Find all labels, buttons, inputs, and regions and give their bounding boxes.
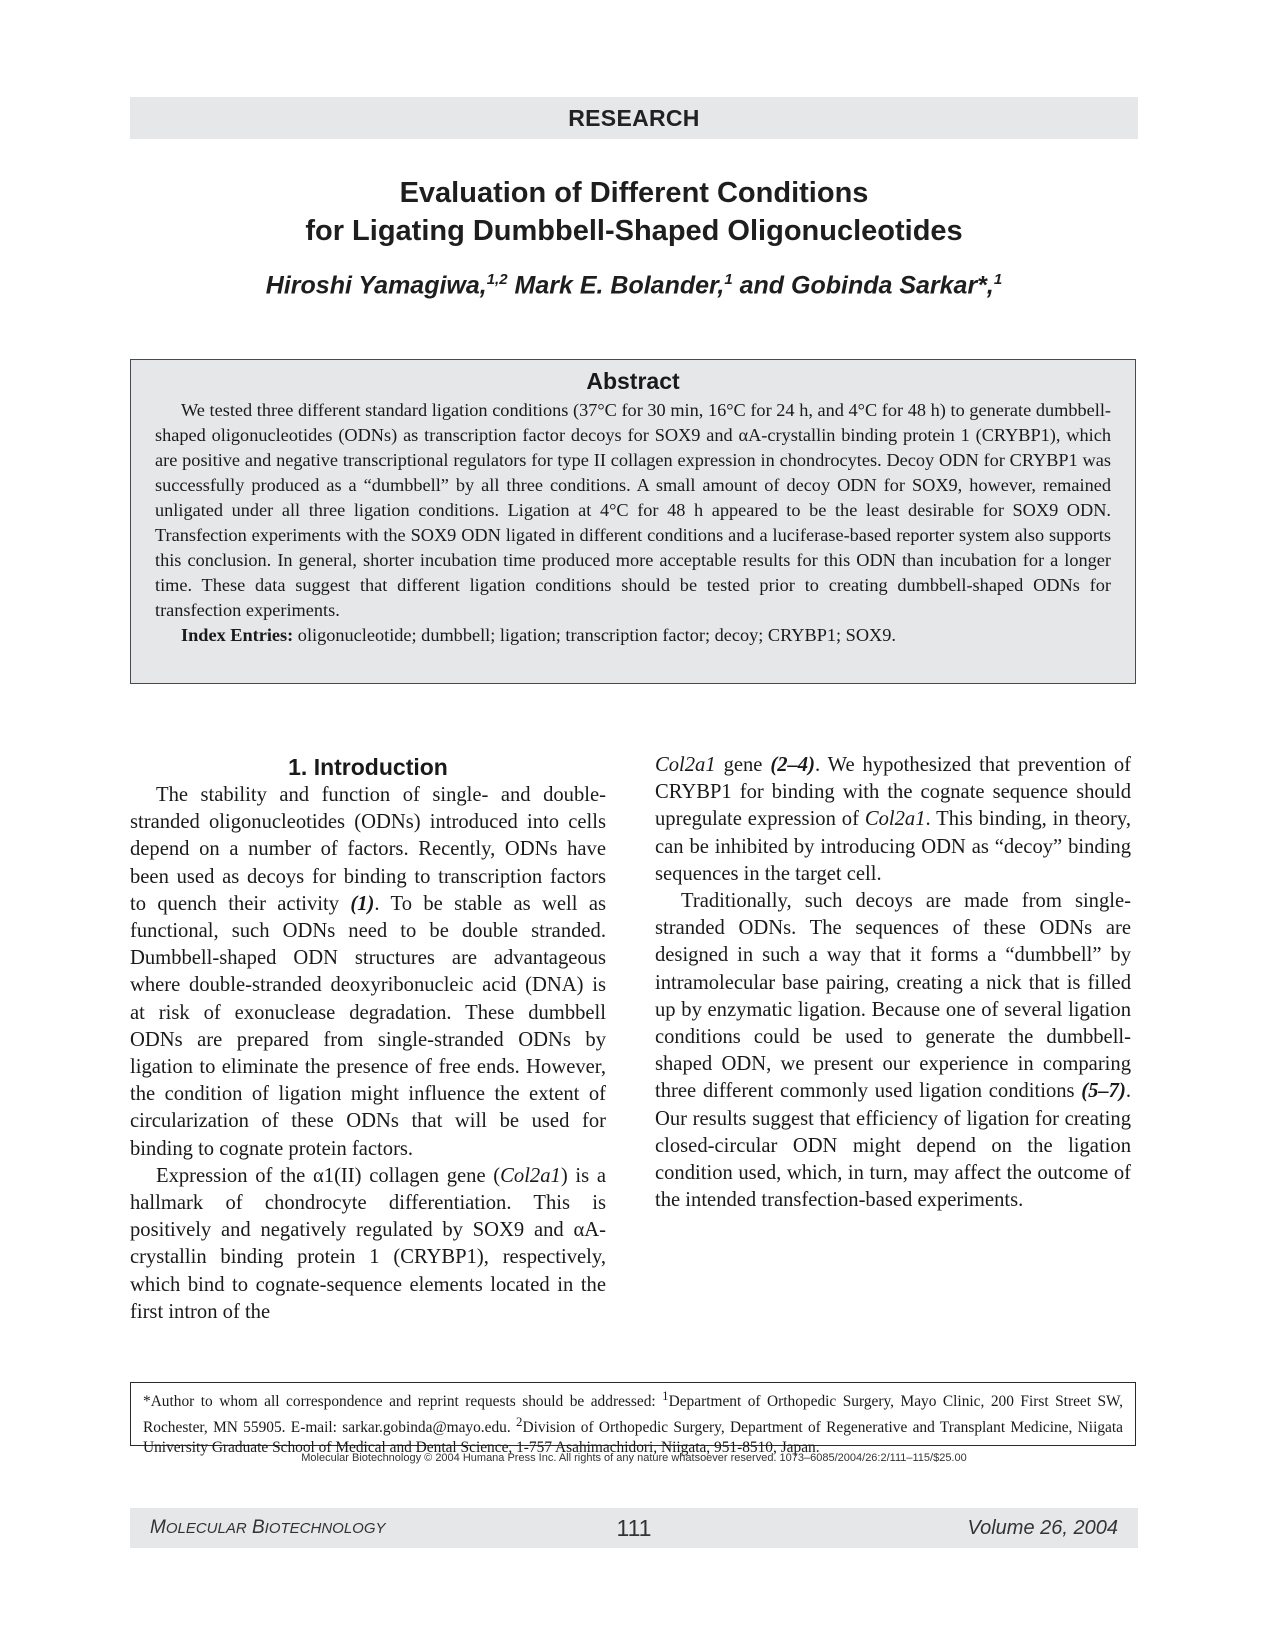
section-header-bar (130, 97, 1138, 139)
intro-p2-text-c: gene (715, 754, 771, 776)
footnote-text (143, 1386, 1123, 1458)
citation-2-4: (2–4) (770, 754, 815, 776)
intro-p1-text-b: . To be stable as well as functional, such ODNs need to be double stranded. Dumbbell-shaped ODN structures are advantageous where double-stranded deoxyribonucleic acid (DNA) is at risk of exonuclease degradation. These dumbbell ODNs are prepared from single-stranded ODNs by ligation to eliminate the presence of free ends. However, the condition of ligation might influence the extent of circularization of these ODNs that will be used for binding to cognate protein factors. (130, 892, 606, 1160)
abstract-box (130, 359, 1136, 684)
index-entries-label: Index Entries: (181, 625, 294, 645)
correspondence-footnote (130, 1382, 1136, 1457)
intro-p2-text-a: Expression of the α1(II) collagen gene ( (156, 1164, 501, 1187)
body-column-right (655, 752, 1131, 1214)
journal-initial-m: M (150, 1517, 166, 1538)
author-1-affiliation: 1,2 (486, 271, 508, 288)
intro-p2-text-b: ) is a hallmark of chondrocyte differentiation. This is positively and negatively regulated by SOX9 and αA-crystallin binding protein 1 (CRYBP1), respectively, which bind to cognate-sequence elements located in the first intron of the (130, 1164, 607, 1323)
title-line-1: Evaluation of Different Conditions (399, 177, 869, 209)
abstract-heading: Abstract (586, 368, 680, 394)
abstract-paragraph: We tested three different standard ligation conditions (37°C for 30 min, 16°C for 24 h, and 4°C for 48 h) to generate dumbbell-shaped oligonucleotides (ODNs) as transcription factor decoys for SOX9 and αA-crystallin binding protein 1 (CRYBP1), which are positive and negative transcriptional regulators for type II collagen expression in chondrocytes. Decoy ODN for CRYBP1 was successfully produced as a “dumbbell” by all three conditions. A small amount of decoy ODN for SOX9, however, remained unligated under all three ligation conditions. Ligation at 4°C for 48 h appeared to be the least desirable for SOX9 ODN. Transfection experiments with the SOX9 ODN ligated in different conditions and a luciferase-based reporter system also supports this conclusion. In general, shorter incubation time produced more acceptable results for this ODN than incubation for a longer time. These data suggest that different ligation conditions should be tested prior to creating dumbbell-shaped ODNs for transfection experiments. (155, 400, 1111, 620)
footnote-sup-2: 2 (516, 1415, 523, 1430)
page-footer (130, 1508, 1138, 1548)
author-list (130, 271, 1138, 300)
footnote-text-c: Division of Orthopedic Surgery, Department of Regenerative and Transplant Medicine, Niigata University Graduate School of Medical and Dental Science, 1-757 Asahimachidori, Niigata, 951-8510, Japan. (143, 1419, 1123, 1457)
author-1: Hiroshi Yamagiwa, (265, 271, 487, 300)
gene-name: Col2a1 (500, 1164, 561, 1187)
author-3-affiliation: 1 (993, 271, 1003, 288)
introduction-heading: 1. Introduction (288, 754, 448, 780)
abstract-body (155, 398, 1111, 648)
footnote-sup-1: 1 (662, 1389, 669, 1403)
article-title (130, 174, 1138, 250)
title-line-2: for Ligating Dumbbell-Shaped Oligonucleotides (305, 215, 963, 247)
author-2-affiliation: 1 (724, 271, 733, 288)
copyright-line: Molecular Biotechnology © 2004 Humana Press Inc. All rights of any nature whatsoever reserved. 1073–6085/2004/26:2/111–115/$25.00 (301, 1452, 967, 1464)
page-number: 111 (616, 1515, 652, 1541)
intro-p3-text-b: . Our results suggest that efficiency of ligation for creating closed-circular ODN might depend on the ligation condition used, which, in turn, may affect the outcome of the intended transfection-based experiments. (655, 1080, 1131, 1212)
index-entries-terms: oligonucleotide; dumbbell; ligation; transcription factor; decoy; CRYBP1; SOX9. (293, 625, 896, 645)
journal-word-1: OLECULAR (165, 1520, 247, 1537)
citation-5-7: (5–7) (1081, 1080, 1126, 1103)
author-3: and Gobinda Sarkar*, (732, 271, 994, 300)
journal-word-2: IOTECHNOLOGY (264, 1520, 386, 1537)
intro-p2-continuation (655, 754, 1131, 885)
intro-paragraph-1 (130, 782, 606, 1163)
gene-name-3: Col2a1 (864, 808, 926, 831)
footnote-text-b: Department of Orthopedic Surgery, Mayo Clinic, 200 First Street SW, Rochester, MN 55905. E-mail: sarkar.gobinda@mayo.edu. (143, 1393, 1124, 1437)
index-entries (155, 623, 1111, 648)
journal-initial-b: B (251, 1517, 265, 1538)
intro-p2-text-e: . This binding, in theory, can be inhibited by introducing ODN as “decoy” binding sequences in the target cell. (655, 808, 1131, 885)
intro-paragraph-2 (130, 1163, 606, 1326)
intro-p1-text-a: The stability and function of single- and double-stranded oligonucleotides (ODNs) introduced into cells depend on a number of factors. Recently, ODNs have been used as decoys for binding to transcription factors to quench their activity (130, 784, 606, 915)
intro-paragraph-2-continued (655, 752, 1131, 888)
footnote-text-a: *Author to whom all correspondence and reprint requests should be addressed: (143, 1393, 663, 1411)
intro-p3-text-a: Traditionally, such decoys are made from single-stranded ODNs. The sequences of these ODNs are designed in such a way that it forms a “dumbbell” by intramolecular base pairing, creating a nick that is filled up by enzymatic ligation. Because one of several ligation conditions could be used to generate the dumbbell-shaped ODN, we present our experience in comparing three different commonly used ligation conditions (655, 890, 1131, 1103)
intro-p2-text-d: . We hypothesized that prevention of CRYBP1 for binding with the cognate sequence should upregulate expression of (655, 754, 1131, 831)
section-label: RESEARCH (568, 105, 700, 131)
citation-1: (1) (350, 892, 375, 915)
body-column-left (130, 752, 606, 1326)
gene-name-2: Col2a1 (655, 754, 716, 776)
author-2: Mark E. Bolander, (507, 271, 725, 300)
volume-year: Volume 26, 2004 (967, 1517, 1118, 1539)
intro-paragraph-3 (655, 888, 1131, 1214)
